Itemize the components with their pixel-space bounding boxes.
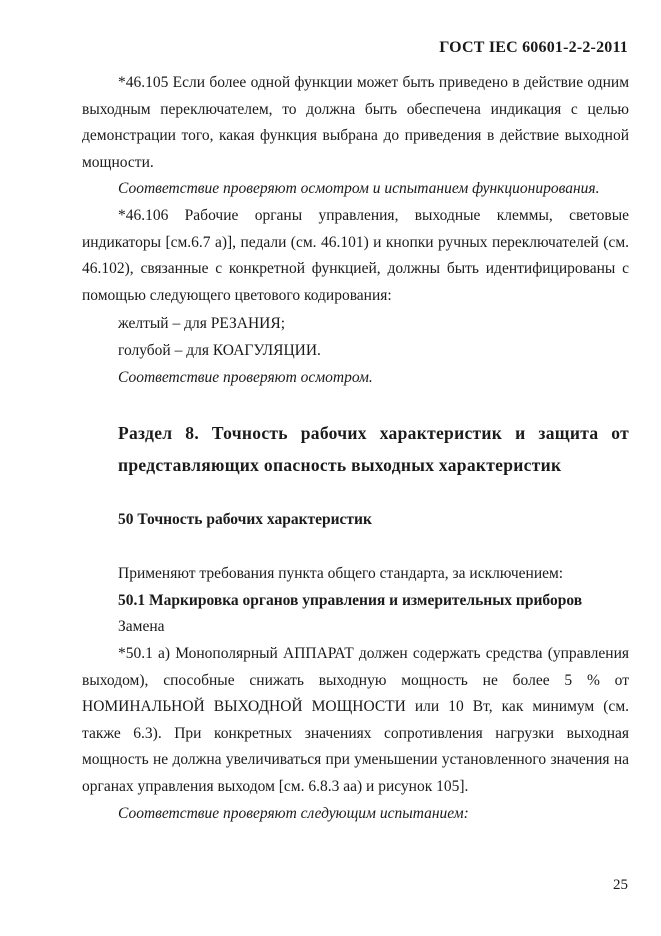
section-8-heading: Раздел 8. Точность рабочих характеристик и защита от представляющих опасность выходных характеристик <box>118 423 629 475</box>
applies-text: Применяют требования пункта общего стандарта, за исключением: <box>118 565 564 582</box>
standard-header: ГОСТ IEC 60601-2-2-2011 <box>439 39 628 56</box>
page-number: 25 <box>613 877 628 893</box>
compliance-note-3: Соответствие проверяют следующим испытанием: <box>118 805 469 822</box>
paragraph-50-1-a: *50.1 а) Монополярный АППАРАТ должен содержать средства (управления выходом), способные снижать выходную мощность не более 5 % от НОМИНАЛЬНОЙ ВЫХОДНОЙ МОЩНОСТИ или 10 Вт, как минимум (см. также 6.3). При конкретных значениях сопротивления нагрузки выходная мощность не должна увеличиваться при уменьшении установленного значения на органах управления выходом [см. 6.8.3 аа) и рисунок 105]. <box>82 645 629 795</box>
compliance-note-2: Соответствие проверяют осмотром. <box>118 369 373 386</box>
color-code-yellow: желтый – для РЕЗАНИЯ; <box>118 315 285 332</box>
compliance-note-1: Соответствие проверяют осмотром и испытанием функционирования. <box>118 180 600 197</box>
paragraph-46-106: *46.106 Рабочие органы управления, выходные клеммы, световые индикаторы [см.6.7 а)], педали (см. 46.101) и кнопки ручных переключателей (см. 46.102), связанные с конкретной функцией, должны быть идентифицированы с помощью следующего цветового кодирования: <box>82 207 629 304</box>
color-code-blue: голубой – для КОАГУЛЯЦИИ. <box>118 342 321 359</box>
clause-50-heading: 50 Точность рабочих характеристик <box>118 511 372 528</box>
replacement-label: Замена <box>118 618 165 635</box>
clause-50-1-heading: 50.1 Маркировка органов управления и измерительных приборов <box>118 592 583 609</box>
paragraph-46-105: *46.105 Если более одной функции может быть приведено в действие одним выходным переключателем, то должна быть обеспечена индикация с целью демонстрации того, какая функция выбрана до приведения в действие выходной мощности. <box>82 74 629 171</box>
